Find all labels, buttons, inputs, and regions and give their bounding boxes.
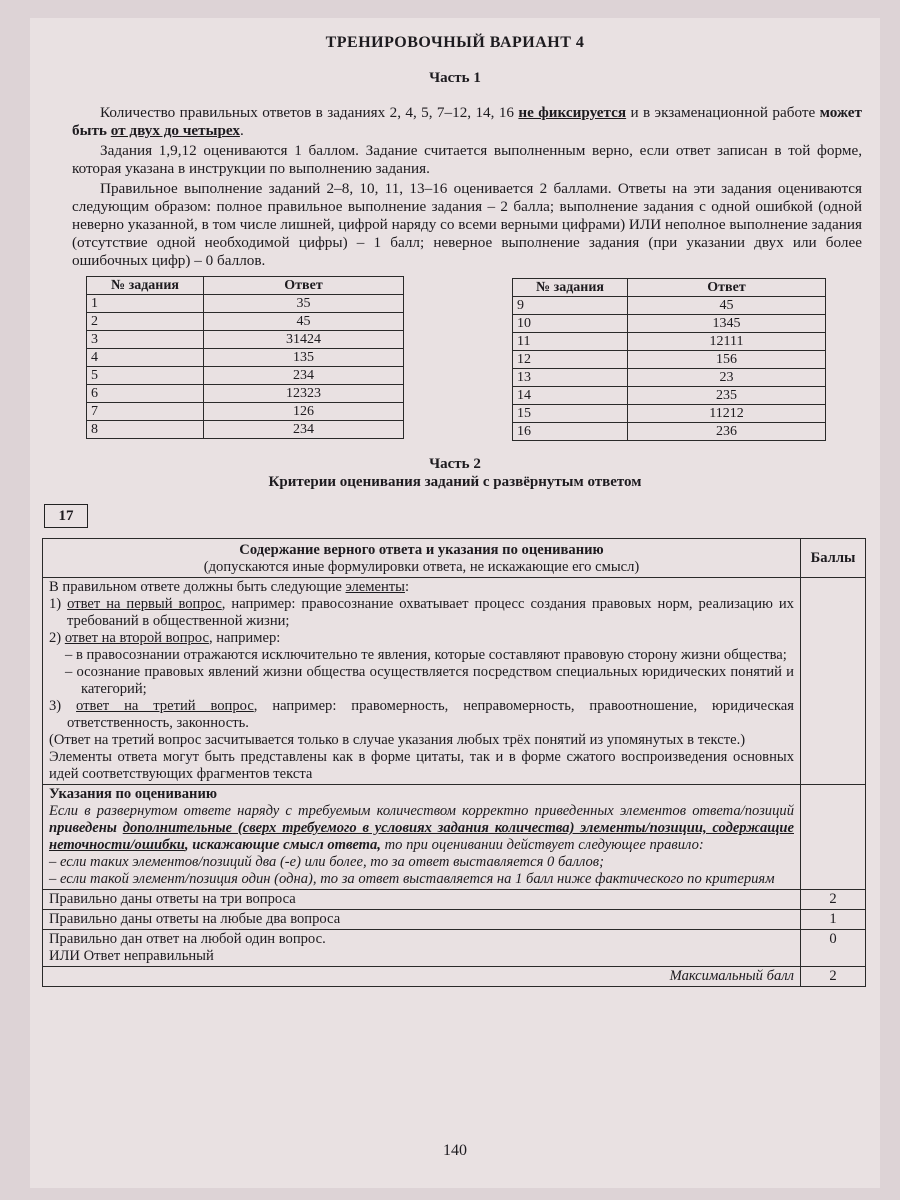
guide-rule-2: – если такой элемент/позиция один (одна), то за ответ выставляется на 1 балл ниже фактического по критериям bbox=[49, 871, 775, 887]
table-row: 5 234 bbox=[87, 367, 404, 385]
column-header-task: № задания bbox=[513, 279, 628, 297]
table-row: 10 1345 bbox=[513, 315, 826, 333]
max-score-row bbox=[43, 967, 866, 987]
criteria-guide-score bbox=[801, 785, 866, 890]
column-header-task: № задания bbox=[87, 277, 204, 295]
table-row: 9 45 bbox=[513, 297, 826, 315]
answers-table-left bbox=[86, 276, 404, 439]
page-title: ТРЕНИРОВОЧНЫЙ ВАРИАНТ 4 bbox=[325, 34, 585, 51]
answers-table-right bbox=[512, 278, 826, 441]
criteria-header-row bbox=[43, 539, 866, 578]
table-row: 11 12111 bbox=[513, 333, 826, 351]
intro-paragraph-2: Задания 1,9,12 оцениваются 1 баллом. Задание считается выполненным верно, если ответ записан в той форме, которая указана в инструкции по выполнению задания. bbox=[72, 142, 862, 177]
element-3: 3) ответ на третий вопрос, например: правомерность, неправомерность, правоотношение, юридическая ответственность, законность. bbox=[49, 698, 794, 731]
part1-heading: Часть 1 bbox=[429, 70, 481, 86]
part2-subtitle: Критерии оценивания заданий с развёрнутым ответом bbox=[268, 474, 642, 490]
note-forms: Элементы ответа могут быть представлены как в форме цитаты, так и в форме сжатого воспроизведения основных идей соответствующих фрагментов текста bbox=[49, 749, 794, 782]
elements-lead: В правильном ответе должны быть следующие элементы: bbox=[49, 579, 410, 595]
table-row: 8 234 bbox=[87, 421, 404, 439]
table-row: 15 11212 bbox=[513, 405, 826, 423]
criteria-elements-cell bbox=[43, 578, 801, 785]
intro-paragraph-3: Правильное выполнение заданий 2–8, 10, 11, 13–16 оценивается 2 баллами. Ответы на эти задания оцениваются следующим образом: полное правильное выполнение задания – 2 балла; выполнение задания с одной ошибкой (одной неверно указанной, в том числе лишней, цифрой наряду со всеми верными цифрами) ИЛИ неполное выполнение задания (отсутствие одной необходимой цифры) – 1 балл; неверное выполнение задания (при указании двух или более ошибочных цифр) – 0 баллов. bbox=[72, 180, 862, 269]
table-row: 16 236 bbox=[513, 423, 826, 441]
intro-paragraph-1: Количество правильных ответов в заданиях 2, 4, 5, 7–12, 14, 16 не фиксируется и в экзаменационной работе может быть от двух до четырех. bbox=[72, 104, 862, 139]
table-row: 14 235 bbox=[513, 387, 826, 405]
document-page bbox=[30, 18, 880, 1188]
criteria-guide-row bbox=[43, 785, 866, 890]
table-row: 6 12323 bbox=[87, 385, 404, 403]
table-row: 4 135 bbox=[87, 349, 404, 367]
task-number-badge: 17 bbox=[44, 504, 88, 528]
element-1: 1) ответ на первый вопрос, например: правосознание охватывает процесс создания правовых норм, реализацию их требований в общественной жизни; bbox=[49, 596, 794, 629]
max-score-label: Максимальный балл bbox=[43, 967, 801, 987]
criteria-elements-score bbox=[801, 578, 866, 785]
table-row: 7 126 bbox=[87, 403, 404, 421]
note-third-question: (Ответ на третий вопрос засчитывается только в случае указания любых трёх понятий из упомянутых в тексте.) bbox=[49, 732, 746, 748]
score-row: Правильно даны ответы на любые два вопроса 1 bbox=[43, 910, 866, 930]
guide-rule-1: – если таких элементов/позиций два (-е) или более, то за ответ выставляется 0 баллов; bbox=[49, 854, 604, 870]
table-row: 2 45 bbox=[87, 313, 404, 331]
table-row: 1 35 bbox=[87, 295, 404, 313]
criteria-header-note: (допускаются иные формулировки ответа, не искажающие его смысл) bbox=[203, 559, 640, 575]
table-row: 13 23 bbox=[513, 369, 826, 387]
criteria-table bbox=[42, 538, 866, 987]
criteria-header-title: Содержание верного ответа и указания по оцениванию bbox=[239, 542, 604, 558]
element-2: 2) ответ на второй вопрос, например: bbox=[49, 630, 281, 646]
table-row: 12 156 bbox=[513, 351, 826, 369]
element-2-dash-2: – осознание правовых явлений жизни общества осуществляется посредством специальных юридических понятий и категорий; bbox=[65, 664, 794, 697]
table-row: 3 31424 bbox=[87, 331, 404, 349]
score-row: Правильно даны ответы на три вопроса 2 bbox=[43, 890, 866, 910]
criteria-header-score: Баллы bbox=[801, 539, 866, 578]
guide-title: Указания по оцениванию bbox=[49, 786, 218, 802]
score-row: Правильно дан ответ на любой один вопрос. ИЛИ Ответ неправильный 0 bbox=[43, 930, 866, 967]
column-header-answer: Ответ bbox=[204, 277, 404, 295]
guide-text: Если в развернутом ответе наряду с требуемым количеством корректно приведенных элементов ответа/позиций приведены дополнительные (сверх требуемого в условиях задания количества) элементы/позиции, содержащие неточности/ошибки, искажающие смысл ответа, то при оценивании действует следующее правило: bbox=[49, 803, 794, 853]
column-header-answer: Ответ bbox=[628, 279, 826, 297]
part2-heading: Часть 2 bbox=[429, 456, 481, 472]
max-score-value: 2 bbox=[801, 967, 866, 987]
page-number: 140 bbox=[443, 1142, 467, 1159]
element-2-dash-1: – в правосознании отражаются исключительно те явления, которые составляют правовую сторону жизни общества; bbox=[65, 647, 787, 663]
criteria-guide-cell bbox=[43, 785, 801, 890]
criteria-elements-row bbox=[43, 578, 866, 785]
criteria-header-content bbox=[43, 539, 801, 578]
